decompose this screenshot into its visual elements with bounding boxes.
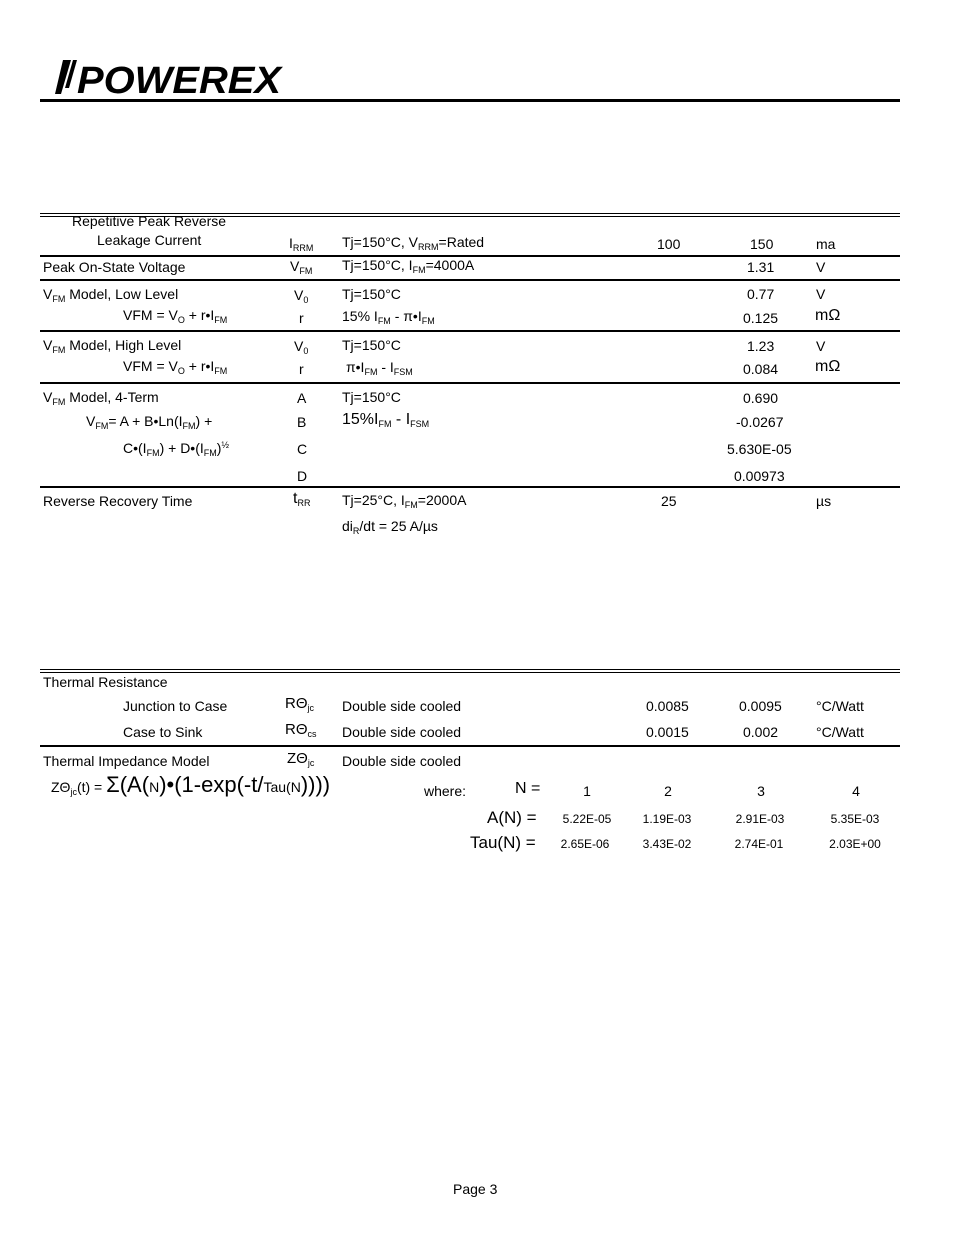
label-zth: Thermal Impedance Model: [43, 753, 210, 769]
cond-leakage: Tj=150°C, $V_{RRM}=Rated$: [342, 234, 485, 252]
n-value: 1: [583, 783, 591, 799]
param-high: $V_{FM}$ Model, High Level: [43, 337, 182, 355]
formula-low: VFM = $V_O$ + $r•I_{FM}$: [123, 307, 228, 325]
max-vfm: 1.31: [747, 259, 775, 275]
param-leakage-line2: Leakage Current: [97, 232, 202, 248]
symbol-a: A: [297, 390, 307, 406]
zth-formula: $Z\Theta_{jc}(t)$ = Σ(A(N)•(1-exp(-t/Tau(N)))): [51, 772, 331, 797]
row-divider: [40, 330, 900, 332]
unit-cs: °C/Watt: [816, 724, 864, 740]
tau-label: Tau(N) =: [470, 833, 536, 852]
label-jc: Junction to Case: [123, 698, 228, 714]
symbol-rthcs: $R\Theta_{cs}$: [285, 721, 317, 739]
val-c: 5.630E-05: [727, 441, 792, 457]
unit-trr: µs: [816, 493, 832, 509]
max-leakage: 150: [750, 236, 774, 252]
symbol-rthjc: $R\Theta_{jc}$: [285, 695, 314, 713]
formula-4term-2: $C•(I_{FM})$ + $D•(I_{FM})^{\frac{1}{2}}$: [123, 440, 229, 458]
val-low-r: 0.125: [743, 310, 779, 326]
where-label: where:: [424, 783, 467, 799]
tau-value: 3.43E-02: [642, 837, 692, 851]
n-label: N =: [515, 780, 541, 797]
symbol-high-r: r: [299, 361, 304, 377]
cond-4term-1: Tj=150°C: [342, 389, 401, 405]
cond-trr-1: Tj=25°C, $I_{FM}=2000A$: [342, 492, 467, 510]
a-value: 5.35E-03: [830, 812, 880, 826]
cond-trr-2: $di_R/dt = 25$ A/µs: [342, 518, 438, 536]
a-label: A(N) =: [487, 808, 537, 827]
label-cs: Case to Sink: [123, 724, 203, 740]
row-divider: [40, 382, 900, 384]
cond-low-2: 15% $I_{FM}$ - $\pi•I_{FM}$: [342, 308, 435, 326]
typ-trr: 25: [661, 493, 677, 509]
tau-value: 2.65E-06: [560, 837, 610, 851]
cond-zth: Double side cooled: [342, 753, 462, 769]
symbol-high-v0: $V_0$: [294, 338, 309, 356]
symbol-d: D: [297, 468, 308, 484]
val-b: -0.0267: [736, 414, 784, 430]
unit-vfm: V: [816, 259, 826, 275]
cond-low-1: Tj=150°C: [342, 286, 401, 302]
param-low: $V_{FM}$ Model, Low Level: [43, 286, 179, 304]
header-rule: [40, 99, 900, 102]
unit-low-r: mΩ: [815, 307, 841, 324]
param-leakage-line1: Repetitive Peak Reverse: [72, 213, 227, 229]
row-divider: [40, 279, 900, 281]
a-value: 5.22E-05: [562, 812, 612, 826]
tau-value: 2.03E+00: [829, 837, 881, 851]
symbol-vfm: $V_{FM}$: [290, 258, 313, 276]
max-cs: 0.002: [743, 724, 779, 740]
table2-top-rule-2: [40, 672, 900, 673]
param-4term: $V_{FM}$ Model, 4-Term: [43, 389, 159, 407]
n-value: 3: [757, 783, 765, 799]
a-value: 1.19E-03: [642, 812, 692, 826]
unit-high-r: mΩ: [815, 358, 841, 375]
val-a: 0.690: [743, 390, 779, 406]
formula-high: VFM = $V_O$ + $r•I_{FM}$: [123, 358, 228, 376]
symbol-trr: $t_{RR}$: [293, 490, 311, 508]
cond-vfm: Tj=150°C, $I_{FM}=4000A$: [342, 257, 475, 275]
page-number: Page 3: [453, 1181, 498, 1197]
n-value: 4: [852, 783, 860, 799]
cond-4term-2: $15\%I_{FM} - I_{FSM}$: [342, 411, 430, 429]
tau-value: 2.74E-01: [734, 837, 784, 851]
unit-high-v0: V: [816, 338, 826, 354]
a-value: 2.91E-03: [735, 812, 785, 826]
symbol-b: B: [297, 414, 307, 430]
val-high-r: 0.084: [743, 361, 779, 377]
symbol-c: C: [297, 441, 308, 457]
typ-leakage: 100: [657, 236, 681, 252]
param-trr: Reverse Recovery Time: [43, 493, 193, 509]
n-value: 2: [664, 783, 672, 799]
val-low-v0: 0.77: [747, 286, 775, 302]
table2-row-divider: [40, 745, 900, 747]
cond-cs: Double side cooled: [342, 724, 462, 740]
powerex-logo: [55, 58, 285, 98]
param-vfm: Peak On-State Voltage: [43, 259, 186, 275]
formula-4term-1: $V_{FM}= A$ + $B•Ln(I_{FM})$ +: [86, 413, 213, 431]
typ-cs: 0.0015: [646, 724, 689, 740]
table2-top-rule: [40, 669, 900, 670]
val-high-v0: 1.23: [747, 338, 775, 354]
typ-jc: 0.0085: [646, 698, 689, 714]
max-jc: 0.0095: [739, 698, 782, 714]
logo-text: POWEREX: [77, 60, 284, 98]
cond-jc: Double side cooled: [342, 698, 462, 714]
thermal-resistance-title: Thermal Resistance: [43, 674, 168, 690]
row-divider: [40, 486, 900, 488]
symbol-low-r: r: [299, 310, 304, 326]
symbol-irrm: $I_{RRM}$: [289, 235, 314, 253]
unit-low-v0: V: [816, 286, 826, 302]
unit-jc: °C/Watt: [816, 698, 864, 714]
unit-leakage: ma: [816, 236, 836, 252]
cond-high-1: Tj=150°C: [342, 337, 401, 353]
symbol-zthjc: $Z\Theta_{jc}$: [287, 750, 315, 768]
cond-high-2: $\pi•I_{FM} - I_{FSM}$: [346, 359, 413, 377]
symbol-low-v0: $V_0$: [294, 287, 309, 305]
val-d: 0.00973: [734, 468, 785, 484]
